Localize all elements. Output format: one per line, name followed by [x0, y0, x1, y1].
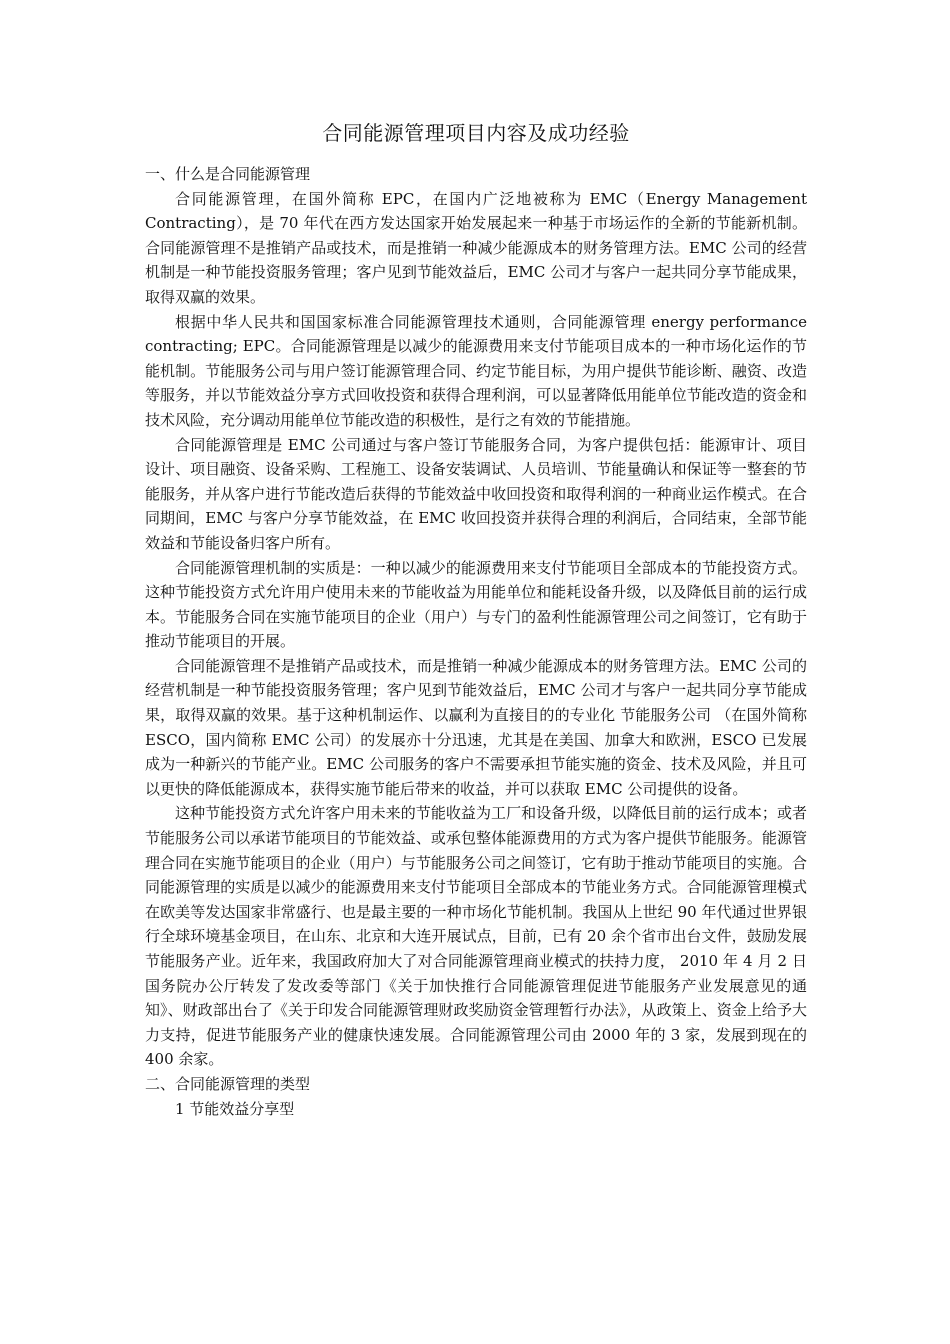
- document-page: [145, 118, 807, 1121]
- paragraph-2: 根据中华人民共和国国家标准合同能源管理技术通则，合同能源管理 energy performance contracting; EPC。合同能源管理是以减少的能源费用来支付节能项目成本的一种市场化运作的节能机制。节能服务公司与用户签订能源管理合同、约定节能目标，为用户提供节能诊断、融资、改造等服务，并以节能效益分享方式回收投资和获得合理利润，可以显著降低用能单位节能改造的资金和技术风险，充分调动用能单位节能改造的积极性，是行之有效的节能措施。: [145, 312, 807, 429]
- paragraph-4: 合同能源管理机制的实质是：一种以减少的能源费用来支付节能项目全部成本的节能投资方式。这种节能投资方式允许用户使用未来的节能收益为用能单位和能耗设备升级，以及降低目前的运行成本。节能服务合同在实施节能项目的企业（用户）与专门的盈利性能源管理公司之间签订，它有助于推动节能项目的开展。: [145, 558, 807, 651]
- subsection-heading-1: 1 节能效益分享型: [175, 1099, 295, 1118]
- paragraph-6: 这种节能投资方式允许客户用未来的节能收益为工厂和设备升级，以降低目前的运行成本；或者节能服务公司以承诺节能项目的节能效益、或承包整体能源费用的方式为客户提供节能服务。能源管理合同在实施节能项目的企业（用户）与节能服务公司之间签订，它有助于推动节能项目的实施。合同能源管理的实质是以减少的能源费用来支付节能项目全部成本的节能业务方式。合同能源管理模式在欧美等发达国家非常盛行、也是最主要的一种市场化节能机制。我国从上世纪 90 年代通过世界银行全球环境基金项目，在山东、北京和大连开展试点，目前，已有 20 余个省市出台文件，鼓励发展节能服务产业。近年来，我国政府加大了对合同能源管理商业模式的扶持力度， 2010 年 4 月 2 日国务院办公厅转发了发改委等部门《关于加快推行合同能源管理促进节能服务产业发展意见的通知》、财政部出台了《关于印发合同能源管理财政奖励资金管理暂行办法》，从政策上、资金上给予大力支持，促进节能服务产业的健康快速发展。合同能源管理公司由 2000 年的 3 家，发展到现在的 400 余家。: [145, 804, 807, 1069]
- paragraph-1: 合同能源管理，在国外简称 EPC，在国内广泛地被称为 EMC（Energy Management Contracting），是 70 年代在西方发达国家开始发展起来一种基于市场运作的全新的节能新机制。合同能源管理不是推销产品或技术，而是推销一种减少能源成本的财务管理方法。EMC 公司的经营机制是一种节能投资服务管理；客户见到节能效益后，EMC 公司才与客户一起共同分享节能成果，取得双赢的效果。: [145, 189, 807, 306]
- paragraph-5: 合同能源管理不是推销产品或技术，而是推销一种减少能源成本的财务管理方法。EMC 公司的经营机制是一种节能投资服务管理；客户见到节能效益后，EMC 公司才与客户一起共同分享节能成果，取得双赢的效果。基于这种机制运作、以赢利为直接目的的专业化 节能服务公司 （在国外简称 ESCO，国内简称 EMC 公司）的发展亦十分迅速，尤其是在美国、加拿大和欧洲，ESCO 已发展成为一种新兴的节能产业。EMC 公司服务的客户不需要承担节能实施的资金、技术及风险，并且可以更快的降低能源成本，获得实施节能后带来的收益，并可以获取 EMC 公司提供的设备。: [145, 656, 807, 798]
- paragraph-3: 合同能源管理是 EMC 公司通过与客户签订节能服务合同，为客户提供包括：能源审计、项目设计、项目融资、设备采购、工程施工、设备安装调试、人员培训、节能量确认和保证等一整套的节能服务，并从客户进行节能改造后获得的节能效益中收回投资和取得利润的一种商业运作模式。在合同期间，EMC 与客户分享节能效益，在 EMC 收回投资并获得合理的利润后，合同结束，全部节能效益和节能设备归客户所有。: [145, 435, 807, 552]
- section-heading-2: 二、合同能源管理的类型: [145, 1074, 311, 1093]
- document-title: 合同能源管理项目内容及成功经验: [322, 121, 630, 145]
- section-heading-1: 一、什么是合同能源管理: [145, 165, 311, 183]
